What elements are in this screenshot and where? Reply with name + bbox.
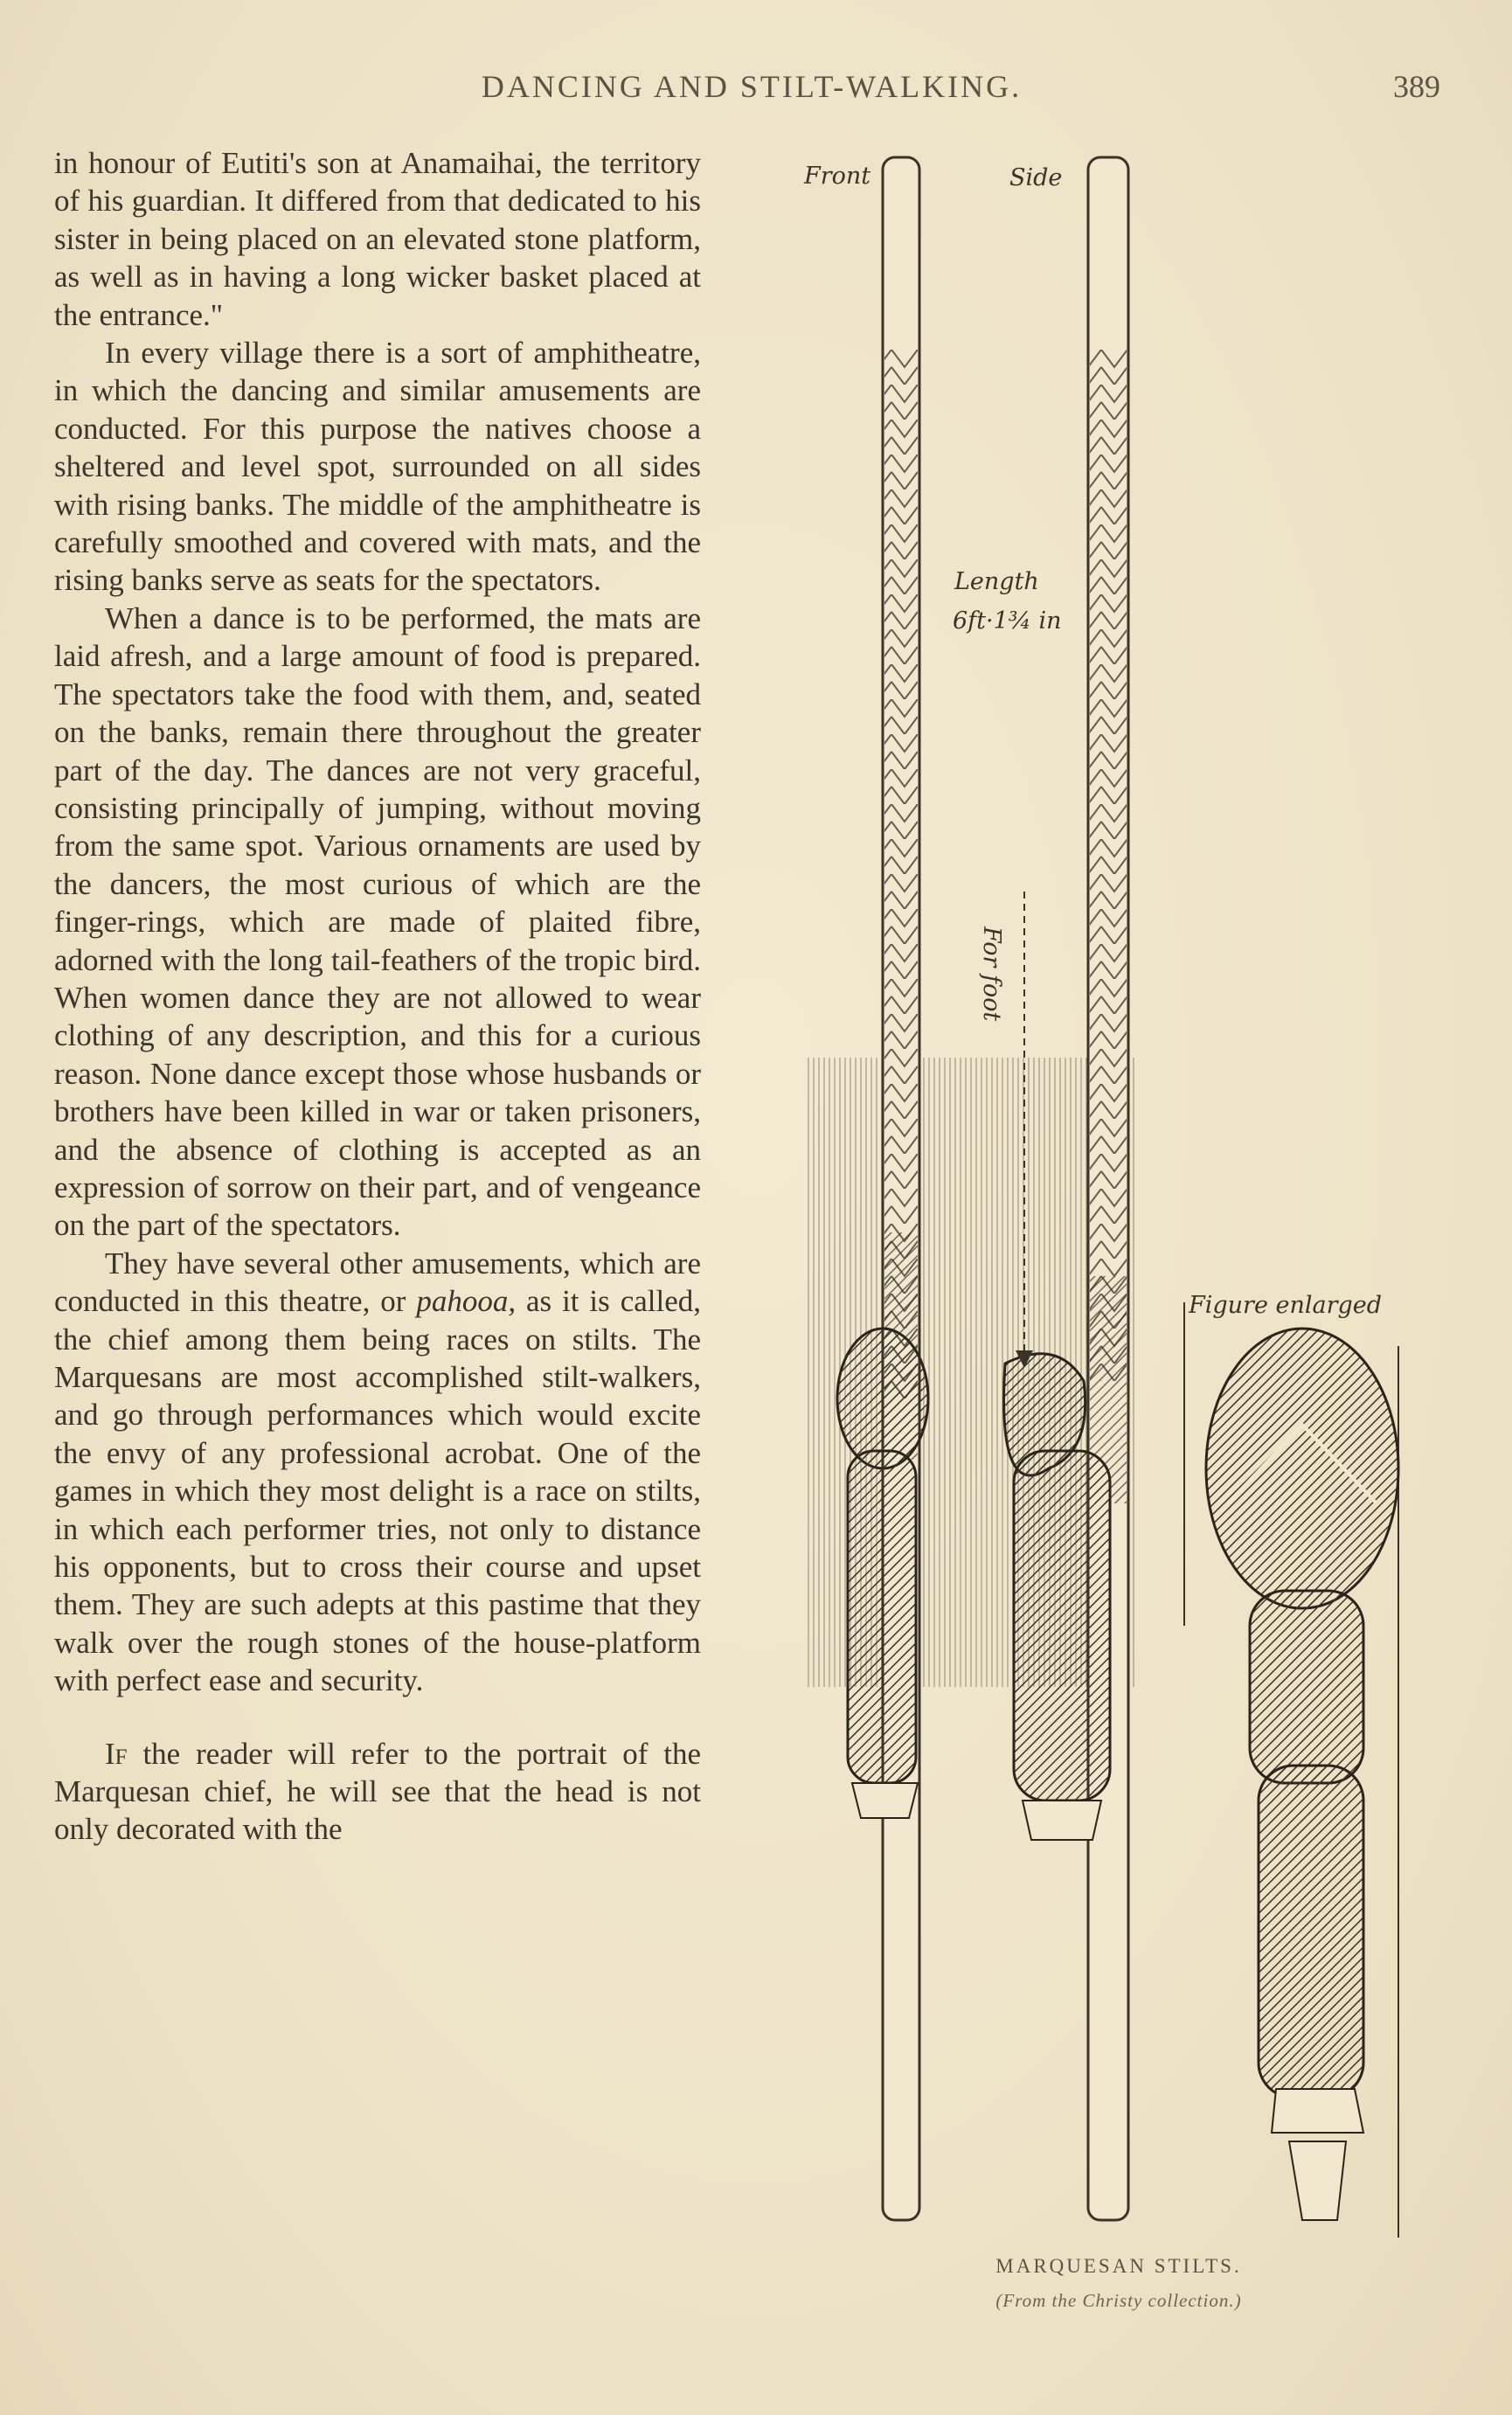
label-side: Side [1009, 164, 1063, 191]
stilts-illustration [787, 140, 1451, 2273]
paragraph-5 [54, 1735, 701, 1849]
paragraph-4 [54, 1245, 701, 1700]
label-figure-enlarged: Figure enlarged [1189, 1292, 1383, 1319]
body-text [54, 144, 701, 1849]
paragraph-4-end: as it is called, the chief among them being races on stilts. The Marquesans are most accomplished stilt-walkers, and go through performances which would excite the envy of any professional acrobat. One of the games in which they most delight is a race on stilts, in which each performer tries, not only to distance his opponents, but to cross their course and upset them. They are such adepts at this pastime that they walk over the rough stones of the house-platform with perfect ease and security. [54, 1284, 702, 1698]
paragraph-4-start: They have several other amusements, which are conducted in this theatre, or [54, 1246, 701, 1319]
paragraph-5-rest: the reader will refer to the portrait of the Marquesan chief, he will see that the head is not only decorated with the [54, 1736, 701, 1847]
stilts-engraving [787, 140, 1451, 2255]
label-front: Front [804, 163, 871, 190]
running-title: DANCING AND STILT-WALKING. [481, 69, 1023, 104]
paragraph-1: in honour of Eutiti's son at Anamaihai, the territory of his guardian. It differed from that dedicated to his sister in being placed on an elevated stone platform, as well as in having a long wicker basket placed at the entrance." [54, 146, 701, 332]
front-stilt [883, 157, 919, 2220]
paragraph-3: When a dance is to be performed, the mats are laid afresh, and a large amount of food is prepared. The spectators take the food with them, and, seated on the banks, remain there throughout the greater part of the day. The dances are not very graceful, consisting principally of jumping, without moving from the same spot. Various ornaments are used by the dancers, the most curious of which are the finger-rings, which are made of plaited fibre, adorned with the long tail-feathers of the tropic bird. When women dance they are not allowed to wear clothing of any description, and this for a curious reason. None dance except those whose husbands or brothers have been killed in war or taken prisoners, and the absence of clothing is accepted as an expression of sorrow on their part, and of vengeance on the part of the spectators. [54, 600, 701, 1243]
side-stilt [1088, 157, 1128, 2220]
paragraph-2: In every village there is a sort of amphitheatre, in which the dancing and similar amusements are conducted. For this purpose the natives choose a sheltered and level spot, surrounded on all sides with rising banks. The middle of the amphitheatre is carefully smoothed and covered with mats, and the rising banks serve as seats for the spectators. [54, 336, 701, 598]
label-length: Length [954, 568, 1039, 595]
paragraph-5-lead: If [105, 1736, 128, 1771]
label-measure: 6ft·1¾ in [953, 607, 1062, 635]
paragraph-4-term: pahooa, [416, 1284, 517, 1319]
page-number: 389 [1393, 69, 1440, 104]
figure-caption: MARQUESAN STILTS. [995, 2255, 1242, 2277]
label-for-foot: For foot [978, 926, 1005, 1022]
front-foot-carving [837, 1329, 928, 1818]
figure-source: (From the Christy collection.) [995, 2290, 1242, 2311]
enlarged-figure [1184, 1302, 1398, 2238]
